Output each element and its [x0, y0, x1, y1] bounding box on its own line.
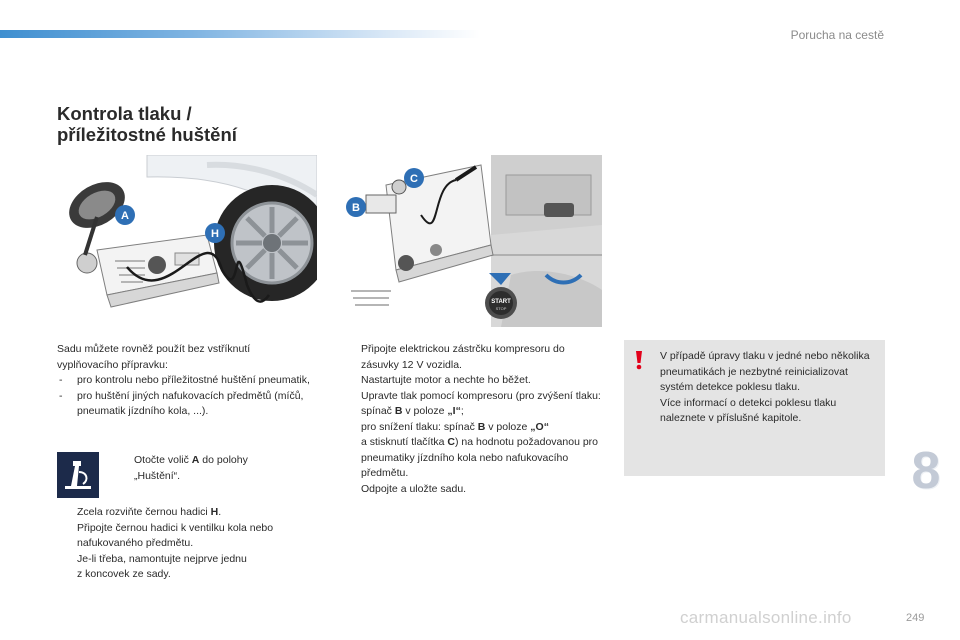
illustration-compressor-dashboard	[341, 155, 602, 327]
list-item: Nastartujte motor a nechte ho běžet.	[361, 374, 531, 386]
list-item: Odpojte a uložte sadu.	[361, 482, 467, 495]
illustration-compressor-wheel	[57, 155, 317, 327]
note-line2: Více informací o detekci poklesu tlaku naleznete v příslušné kapitole.	[660, 396, 837, 425]
dash-marker: -	[59, 374, 63, 386]
list-item: Otočte volič A do polohy „Huštění“.	[134, 454, 248, 482]
page-title-line1: Kontrola tlaku /	[57, 103, 192, 124]
list-item: - pro huštění jiných nafukovacích předmětů (míčů, pneumatik jízdního kola, ...).	[59, 389, 304, 417]
chapter-tab: 8	[911, 442, 941, 500]
label-c: C	[410, 173, 418, 185]
steps-right	[341, 342, 603, 497]
page-title	[57, 103, 237, 145]
intro-line2: vyplňovacího přípravku:	[57, 358, 168, 371]
intro-line1: Sadu můžete rovněž použít bez vstříknutí	[57, 343, 251, 355]
list-item: Připojte elektrickou zástrčku kompresoru do zásuvky 12 V vozidla.	[361, 343, 565, 371]
header-gradient-bar	[0, 30, 480, 38]
label-b: B	[352, 202, 360, 214]
warning-icon	[634, 350, 644, 370]
list-item-continuation: z koncovek ze sady.	[77, 568, 171, 580]
warning-note-text	[660, 349, 875, 427]
stop-label: STOP	[495, 306, 507, 311]
label-h: H	[211, 228, 219, 240]
note-line1: V případě úpravy tlaku v jedné nebo několika pneumatikách je nezbytné reinicializovat systém detekce poklesu tlaku.	[660, 350, 870, 394]
inflation-mode-icon	[57, 452, 99, 498]
list-item: Zcela rozviňte černou hadici H.	[77, 506, 222, 518]
list-item: Připojte černou hadici k ventilku kola nebo nafukovaného předmětu.	[77, 521, 274, 549]
page-title-line2: příležitostné huštění	[57, 124, 237, 145]
steps-left	[57, 505, 322, 583]
label-a: A	[121, 210, 129, 222]
warning-note-box	[624, 340, 885, 476]
list-item: - pro kontrolu nebo příležitostné huštění pneumatik,	[57, 373, 322, 389]
start-label: START	[491, 299, 511, 305]
watermark: carmanualsonline.info	[680, 608, 852, 627]
list-item-continuation: Je-li třeba, namontujte nejprve jednu	[77, 552, 247, 565]
dash-marker: -	[59, 389, 63, 402]
section-header: Porucha na cestě	[790, 28, 884, 42]
selector-step	[114, 453, 274, 484]
list-item: Upravte tlak pomocí kompresoru (pro zvýšení tlaku: spínač B v poloze „I“; pro snížení tlaku: spínač B v poloze „O“ a stisknutí tlačítka C) na hodnotu požadovanou pro pneumatiky jízdního kola nebo nafukovacího předmětu.	[361, 389, 601, 479]
page-number: 249	[906, 612, 925, 624]
intro-text	[57, 342, 322, 420]
